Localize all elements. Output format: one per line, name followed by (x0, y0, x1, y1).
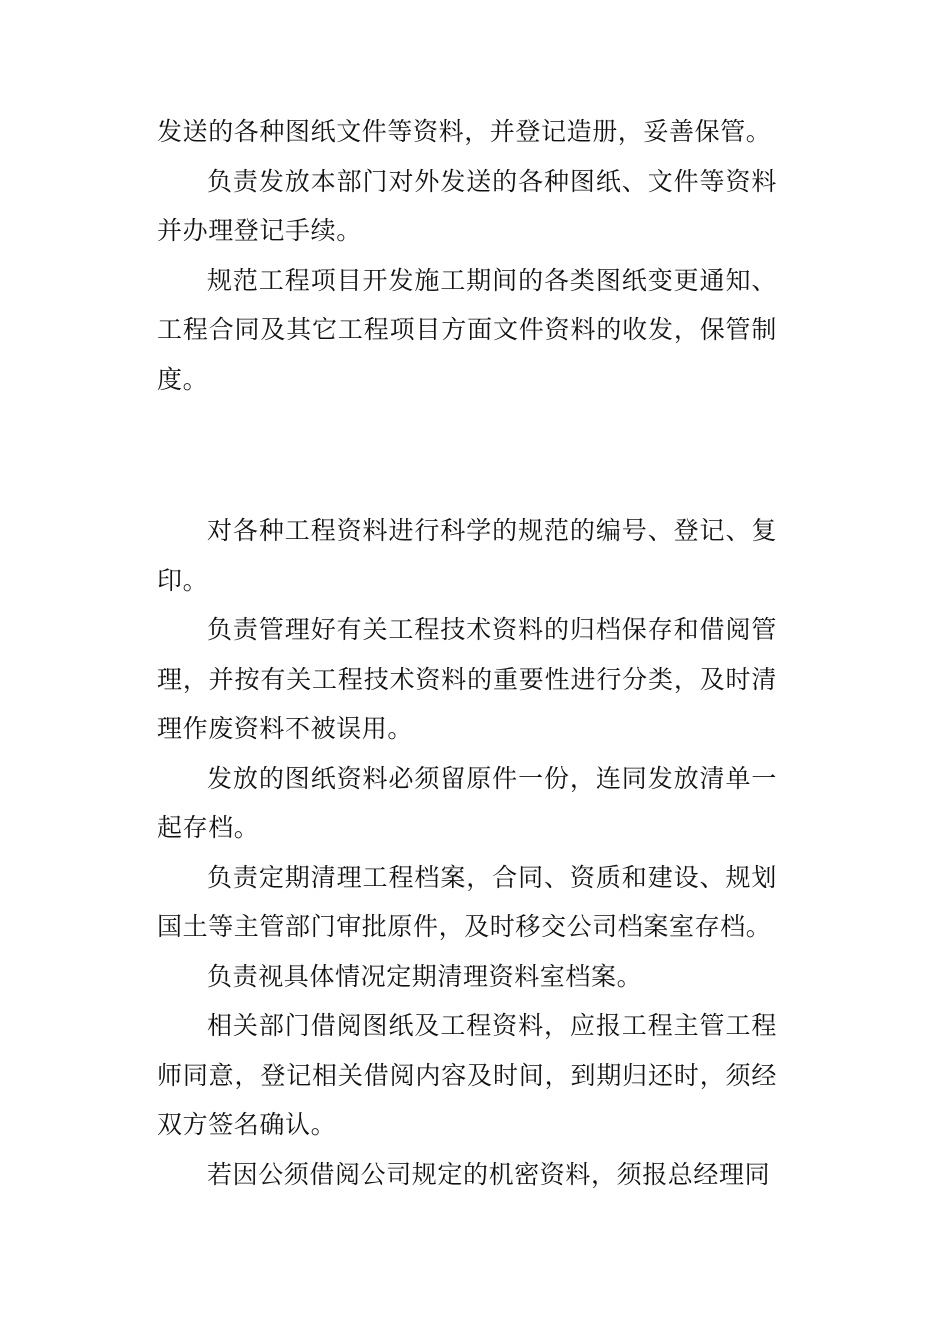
text-block-upper (157, 107, 777, 404)
paragraph: 规范工程项目开发施工期间的各类图纸变更通知、工程合同及其它工程项目方面文件资料的收发，保管制度。 (157, 265, 777, 394)
paragraph-continued: 发送的各种图纸文件等资料，并登记造册，妥善保管。 (157, 117, 772, 146)
paragraph: 负责视具体情况定期清理资料室档案。 (207, 961, 643, 991)
paragraph: 负责定期清理工程档案，合同、资质和建设、规划国土等主管部门审批原件，及时移交公司档案室存档。 (157, 862, 777, 941)
paragraph: 负责管理好有关工程技术资料的归档保存和借阅管理，并按有关工程技术资料的重要性进行分类，及时清理作废资料不被误用。 (157, 615, 777, 743)
text-block-lower (157, 506, 777, 1199)
paragraph: 对各种工程资料进行科学的规范的编号、登记、复印。 (157, 516, 777, 595)
paragraph-truncated: 若因公须借阅公司规定的机密资料，须报总经理同 (207, 1159, 771, 1189)
paragraph: 发放的图纸资料必须留原件一份，连同发放清单一起存档。 (157, 763, 777, 842)
paragraph: 相关部门借阅图纸及工程资料，应报工程主管工程师同意，登记相关借阅内容及时间，到期归还时，须经双方签名确认。 (157, 1011, 777, 1139)
paragraph: 负责发放本部门对外发送的各种图纸、文件等资料并办理登记手续。 (157, 166, 777, 245)
